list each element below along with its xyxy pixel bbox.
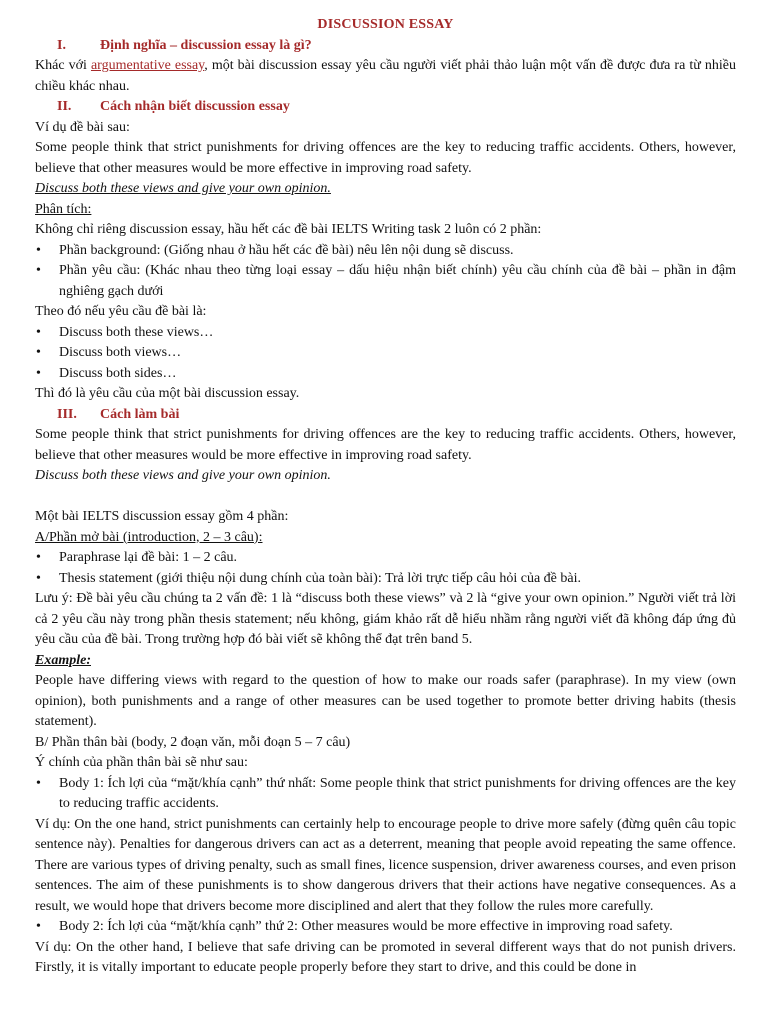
- part-b-label: B/ Phần thân bài (body, 2 đoạn văn, mỗi đoạn 5 – 7 câu): [35, 734, 351, 750]
- text-run: Khác với: [35, 58, 91, 73]
- identify-conclusion: Thì đó là yêu cầu của một bài discussion essay.: [35, 386, 300, 401]
- list-item: • Thesis statement (giới thiệu nội dung chính của toàn bài): Trả lời trực tiếp câu hỏi của đề bài.: [35, 569, 736, 590]
- note-paragraph: Lưu ý: Đề bài yêu cầu chúng ta 2 vấn đề: 1 là “discuss both these views” và 2 là “give your own opinion.” Người viết trả lời cả 2 yêu cầu này trong phần thesis statement; nếu không, giám khảo rất dễ hiểu nhầm rằng người viết đã không đáp ứng đủ yêu cầu của đề bài. Trong trường hợp đó bài viết sẽ không thể đạt trên band 5.: [35, 591, 736, 647]
- analysis-intro: Không chỉ riêng discussion essay, hầu hết các đề bài IELTS Writing task 2 luôn có 2 phần:: [35, 222, 542, 237]
- part-a-label: A/Phần mở bài (introduction, 2 – 3 câu):: [35, 529, 263, 545]
- list-item: • Discuss both these views…: [35, 323, 736, 344]
- section-heading-method: [35, 405, 736, 426]
- main-idea-label: Ý chính của phần thân bài sẽ như sau:: [35, 755, 248, 770]
- document-title: DISCUSSION ESSAY: [317, 17, 454, 32]
- list-item: • Discuss both sides…: [35, 364, 736, 385]
- essay-prompt: Some people think that strict punishments for driving offences are the key to reducing traffic accidents. Others, however, believe that other measures would be more effective in improving road safety.: [35, 427, 736, 463]
- list-item: • Paraphrase lại đề bài: 1 – 2 câu.: [35, 548, 736, 569]
- signals-list: [35, 323, 736, 385]
- example-paragraph: People have differing views with regard to the question of how to make our roads safer (paraphrase). In my view (own opinion), both punishments and a range of other measures can be used together to promote better driving habits (thesis statement).: [35, 673, 736, 729]
- body2-list: [35, 917, 736, 938]
- parts-list: [35, 241, 736, 303]
- essay-prompt: Some people think that strict punishments for driving offences are the key to reducing traffic accidents. Others, however, believe that other measures would be more effective in improving road safety.: [35, 140, 736, 176]
- example-paragraph-body2: Ví dụ: On the other hand, I believe that safe driving can be promoted in several different ways that do not punish drivers. Firstly, it is vitally important to educate people properly before they start to drive, and this could be done in: [35, 939, 736, 975]
- text-run: , một bài discussion essay yêu cầu người viết phải thảo luận một vấn đề được đưa ra từ nhiều chiều khác nhau.: [35, 58, 736, 94]
- spacer: [35, 487, 736, 508]
- example-paragraph-body1: Ví dụ: On the one hand, strict punishments can certainly help to encourage people to drive more safely (đừng quên câu topic sentence này). Penalties for dangerous drivers can act as a deterrent, meaning that people avoid repeating the same offence. There are various types of driving penalty, such as small fines, licence suspension, driver awareness courses, and even prison sentences. The aim of these punishments is to show dangerous drivers that their actions have negative consequences. As a result, we would hope that drivers become more disciplined and alert that they follow the rules more carefully.: [35, 816, 736, 914]
- essay-instruction: Discuss both these views and give your own opinion.: [35, 181, 331, 196]
- argumentative-essay-link[interactable]: argumentative essay: [90, 58, 205, 73]
- list-item: • Phần yêu cầu: (Khác nhau theo từng loại essay – dấu hiệu nhận biết chính) yêu cầu chính của đề bài – phần in đậm nghiêng gạch dưới: [35, 261, 736, 302]
- section-heading-definition: [35, 36, 736, 57]
- list-item: • Phần background: (Giống nhau ở hầu hết các đề bài) nêu lên nội dung sẽ discuss.: [35, 241, 736, 262]
- essay-instruction: Discuss both these views and give your own opinion.: [35, 468, 331, 483]
- section-heading-identify: [35, 97, 736, 118]
- definition-paragraph: [35, 56, 736, 97]
- list-item: • Body 1: Ích lợi của “mặt/khía cạnh” thứ nhất: Some people think that strict punishments for driving offences are the key to reducing traffic accidents.: [35, 774, 736, 815]
- section-title: Cách làm bài: [100, 406, 180, 422]
- example-heading: Example:: [35, 652, 91, 668]
- if-label: Theo đó nếu yêu cầu đề bài là:: [35, 304, 207, 319]
- section-number: II.: [57, 99, 72, 114]
- section-title: Cách nhận biết discussion essay: [100, 99, 290, 114]
- section-number: III.: [57, 406, 77, 422]
- list-item: • Discuss both views…: [35, 343, 736, 364]
- part-a-list: [35, 548, 736, 589]
- analysis-label: Phân tích:: [35, 201, 92, 217]
- list-item: • Body 2: Ích lợi của “mặt/khía cạnh” thứ 2: Other measures would be more effective in improving road safety.: [35, 917, 736, 938]
- body1-list: [35, 774, 736, 815]
- section-number: I.: [57, 37, 66, 53]
- example-label: Ví dụ đề bài sau:: [35, 119, 130, 135]
- section-title: Định nghĩa – discussion essay là gì?: [100, 37, 312, 53]
- structure-intro: Một bài IELTS discussion essay gồm 4 phần:: [35, 509, 289, 524]
